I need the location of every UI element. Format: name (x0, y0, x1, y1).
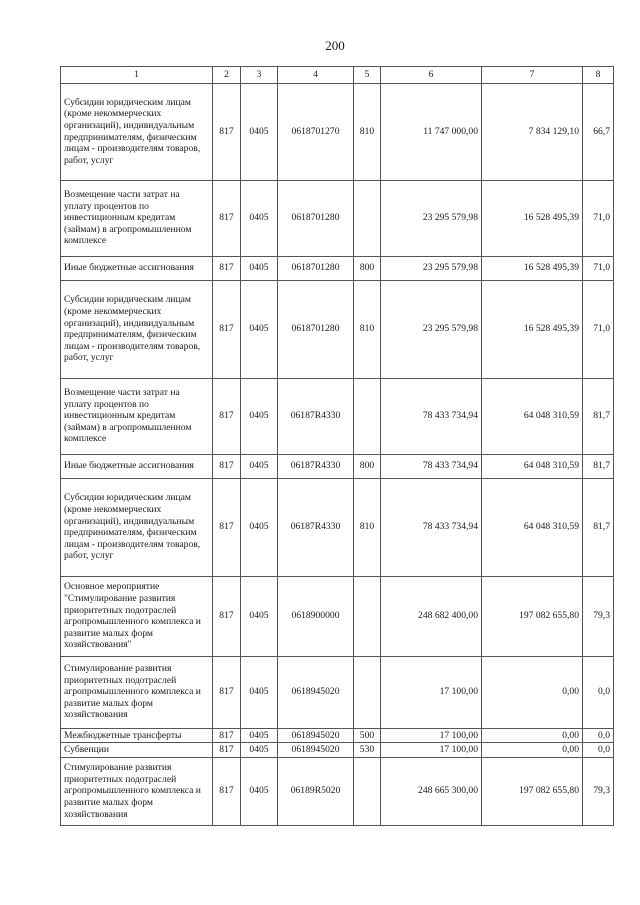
column-header: 4 (278, 67, 354, 84)
row-gr: 817 (213, 478, 241, 576)
row-fact: 16 528 495,39 (482, 280, 583, 378)
row-name: Субсидии юридическим лицам (кроме некоммерческих организаций), индивидуальным предпринимателям, физическим лицам - производителям товаров, работ, услуг (61, 83, 213, 180)
row-csr: 0618945020 (278, 656, 354, 728)
column-header: 1 (61, 67, 213, 84)
row-fact: 16 528 495,39 (482, 256, 583, 280)
table-row (61, 378, 614, 454)
row-plan: 78 433 734,94 (381, 478, 482, 576)
row-name: Иные бюджетные ассигнования (61, 454, 213, 478)
row-pct: 81,7 (583, 454, 614, 478)
row-pct: 71,0 (583, 180, 614, 256)
row-rz: 0405 (241, 576, 278, 656)
row-name: Субсидии юридическим лицам (кроме некоммерческих организаций), индивидуальным предпринимателям, физическим лицам - производителям товаров, работ, услуг (61, 478, 213, 576)
row-rz: 0405 (241, 757, 278, 825)
row-vr (354, 180, 381, 256)
row-plan: 23 295 579,98 (381, 256, 482, 280)
column-header: 5 (354, 67, 381, 84)
row-csr: 06189R5020 (278, 757, 354, 825)
row-fact: 16 528 495,39 (482, 180, 583, 256)
row-pct: 0,0 (583, 728, 614, 743)
column-header: 8 (583, 67, 614, 84)
row-vr: 810 (354, 478, 381, 576)
row-vr: 530 (354, 743, 381, 758)
row-rz: 0405 (241, 256, 278, 280)
row-vr (354, 656, 381, 728)
page-number: 200 (325, 38, 345, 53)
row-name: Субсидии юридическим лицам (кроме некоммерческих организаций), индивидуальным предпринимателям, физическим лицам - производителям товаров, работ, услуг (61, 280, 213, 378)
row-plan: 17 100,00 (381, 656, 482, 728)
row-pct: 81,7 (583, 378, 614, 454)
row-rz: 0405 (241, 454, 278, 478)
row-name: Межбюджетные трансферты (61, 728, 213, 743)
row-csr: 0618701280 (278, 180, 354, 256)
row-plan: 23 295 579,98 (381, 280, 482, 378)
row-fact: 0,00 (482, 728, 583, 743)
row-fact: 197 082 655,80 (482, 576, 583, 656)
row-vr: 800 (354, 454, 381, 478)
row-csr: 0618701280 (278, 280, 354, 378)
row-csr: 06187R4330 (278, 378, 354, 454)
row-plan: 23 295 579,98 (381, 180, 482, 256)
table-row (61, 83, 614, 180)
row-pct: 79,3 (583, 757, 614, 825)
column-header: 7 (482, 67, 583, 84)
row-vr (354, 378, 381, 454)
row-rz: 0405 (241, 656, 278, 728)
table-row (61, 728, 614, 743)
row-fact: 64 048 310,59 (482, 378, 583, 454)
row-plan: 78 433 734,94 (381, 454, 482, 478)
row-csr: 0618945020 (278, 743, 354, 758)
column-header: 3 (241, 67, 278, 84)
column-header: 2 (213, 67, 241, 84)
budget-table (60, 66, 614, 826)
row-rz: 0405 (241, 378, 278, 454)
row-plan: 78 433 734,94 (381, 378, 482, 454)
row-csr: 0618900000 (278, 576, 354, 656)
row-gr: 817 (213, 83, 241, 180)
row-rz: 0405 (241, 743, 278, 758)
row-pct: 71,0 (583, 280, 614, 378)
table-row (61, 743, 614, 758)
row-pct: 66,7 (583, 83, 614, 180)
row-rz: 0405 (241, 728, 278, 743)
row-pct: 0,0 (583, 656, 614, 728)
row-rz: 0405 (241, 478, 278, 576)
row-gr: 817 (213, 454, 241, 478)
row-vr (354, 757, 381, 825)
row-vr (354, 576, 381, 656)
row-vr: 810 (354, 280, 381, 378)
row-fact: 64 048 310,59 (482, 454, 583, 478)
row-name: Основное мероприятие "Стимулирование развития приоритетных подотраслей агропромышленного комплекса и развитие малых форм хозяйствования" (61, 576, 213, 656)
row-gr: 817 (213, 743, 241, 758)
row-name: Субвенции (61, 743, 213, 758)
row-pct: 81,7 (583, 478, 614, 576)
table-row (61, 454, 614, 478)
row-gr: 817 (213, 280, 241, 378)
table-row (61, 180, 614, 256)
row-vr: 810 (354, 83, 381, 180)
table-row (61, 576, 614, 656)
row-vr: 500 (354, 728, 381, 743)
row-gr: 817 (213, 256, 241, 280)
row-csr: 06187R4330 (278, 454, 354, 478)
row-plan: 11 747 000,00 (381, 83, 482, 180)
row-name: Возмещение части затрат на уплату процентов по инвестиционным кредитам (займам) в агропромышленном комплексе (61, 180, 213, 256)
header-row (61, 67, 614, 84)
row-name: Возмещение части затрат на уплату процентов по инвестиционным кредитам (займам) в агропромышленном комплексе (61, 378, 213, 454)
row-plan: 17 100,00 (381, 728, 482, 743)
row-fact: 0,00 (482, 743, 583, 758)
table-row (61, 256, 614, 280)
row-name: Стимулирование развития приоритетных подотраслей агропромышленного комплекса и развитие малых форм хозяйствования (61, 757, 213, 825)
row-rz: 0405 (241, 83, 278, 180)
table-row (61, 757, 614, 825)
row-csr: 06187R4330 (278, 478, 354, 576)
row-gr: 817 (213, 576, 241, 656)
row-plan: 248 665 300,00 (381, 757, 482, 825)
table-row (61, 280, 614, 378)
row-gr: 817 (213, 180, 241, 256)
row-name: Стимулирование развития приоритетных подотраслей агропромышленного комплекса и развитие малых форм хозяйствования (61, 656, 213, 728)
column-header: 6 (381, 67, 482, 84)
row-pct: 79,3 (583, 576, 614, 656)
row-gr: 817 (213, 378, 241, 454)
row-rz: 0405 (241, 280, 278, 378)
row-fact: 197 082 655,80 (482, 757, 583, 825)
row-plan: 248 682 400,00 (381, 576, 482, 656)
row-name: Иные бюджетные ассигнования (61, 256, 213, 280)
row-fact: 0,00 (482, 656, 583, 728)
row-csr: 0618945020 (278, 728, 354, 743)
row-csr: 0618701270 (278, 83, 354, 180)
row-rz: 0405 (241, 180, 278, 256)
table-row (61, 656, 614, 728)
row-csr: 0618701280 (278, 256, 354, 280)
row-pct: 0,0 (583, 743, 614, 758)
row-gr: 817 (213, 656, 241, 728)
row-pct: 71,0 (583, 256, 614, 280)
row-gr: 817 (213, 728, 241, 743)
row-gr: 817 (213, 757, 241, 825)
row-fact: 64 048 310,59 (482, 478, 583, 576)
table-row (61, 478, 614, 576)
row-vr: 800 (354, 256, 381, 280)
row-plan: 17 100,00 (381, 743, 482, 758)
row-fact: 7 834 129,10 (482, 83, 583, 180)
